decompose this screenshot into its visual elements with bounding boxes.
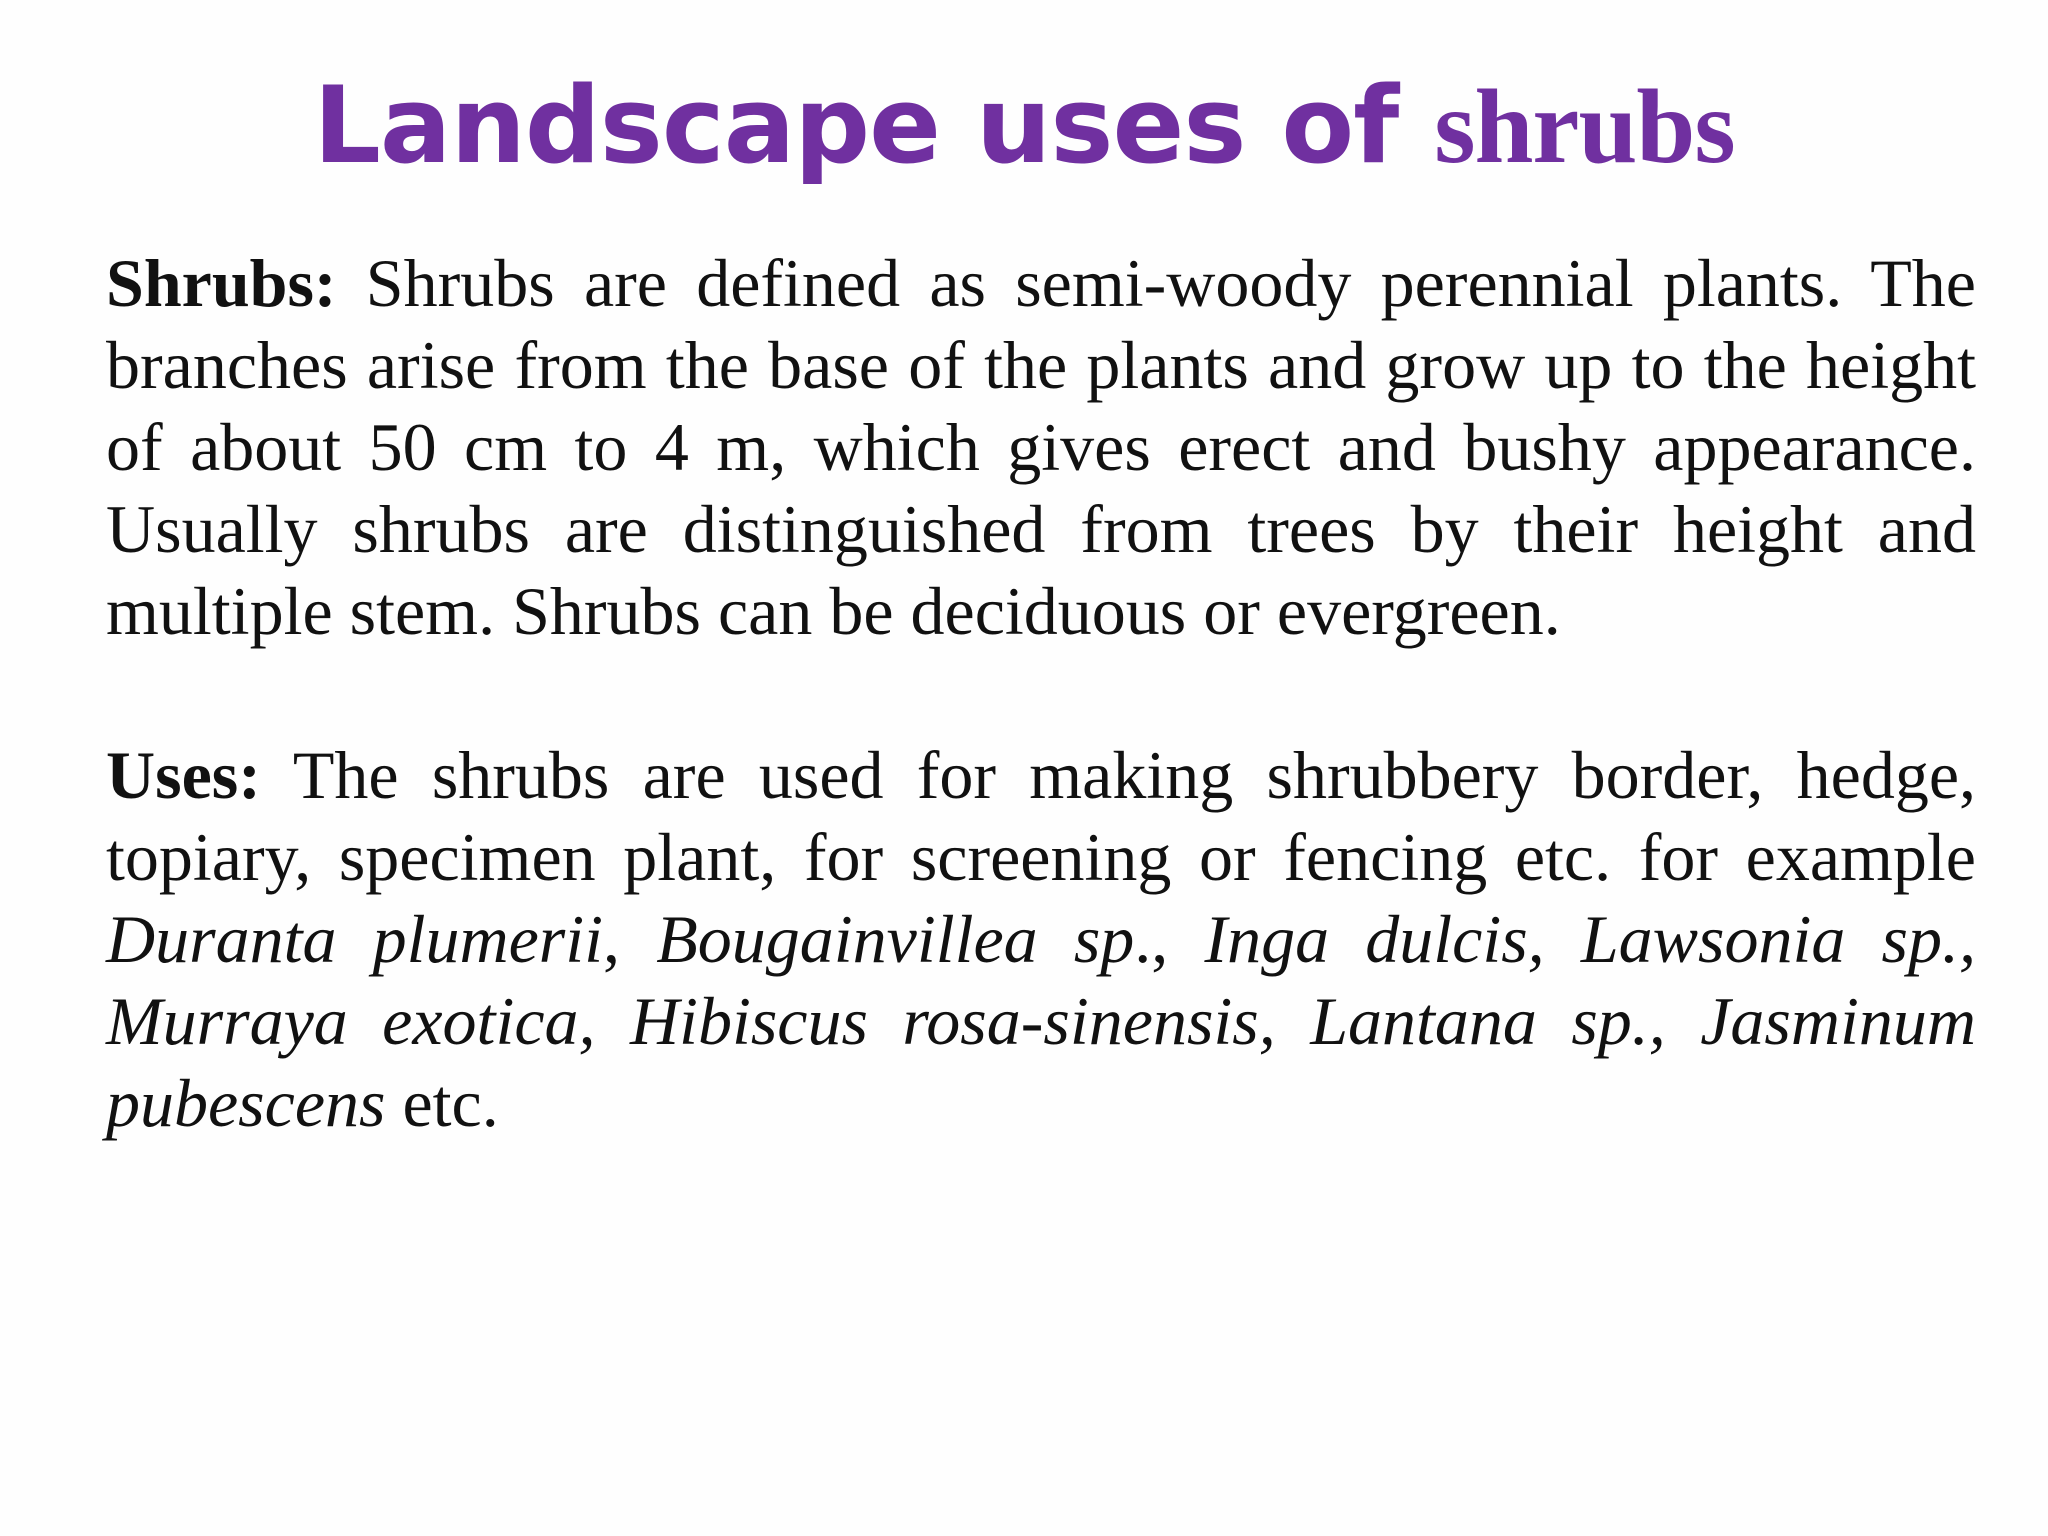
species-separator: ., [1134, 901, 1205, 977]
uses-lead: Uses: [106, 737, 261, 813]
slide-title [0, 56, 2048, 197]
title-tail: shrubs [1434, 68, 1735, 185]
definition-lead: Shrubs: [106, 245, 337, 321]
uses-intro: The shrubs are used for making shrubbery border, hedge, topiary, specimen plant, for screening or fencing etc. for example [106, 737, 1976, 895]
species-name: Duranta plumerii [106, 901, 604, 977]
species-list: Inga dulcis, Lawsonia sp., Murraya exotica, Hibiscus rosa-sinensis, Lantana sp., Jasminum pubescens [106, 901, 1976, 1141]
definition-paragraph [106, 242, 1976, 652]
title-main: Landscape uses of [313, 64, 1435, 187]
species-name: Bougainvillea sp [656, 901, 1135, 977]
definition-text: Shrubs are defined as semi-woody perennial plants. The branches arise from the base of the plants and grow up to the height of about 50 cm to 4 m, which gives erect and bushy appearance. Usually shrubs are distinguished from trees by their height and multiple stem. Shrubs can be deciduous or evergreen. [106, 245, 1976, 649]
uses-paragraph [106, 734, 1976, 1144]
species-separator: , [603, 901, 657, 977]
uses-outro: etc. [385, 1065, 499, 1141]
